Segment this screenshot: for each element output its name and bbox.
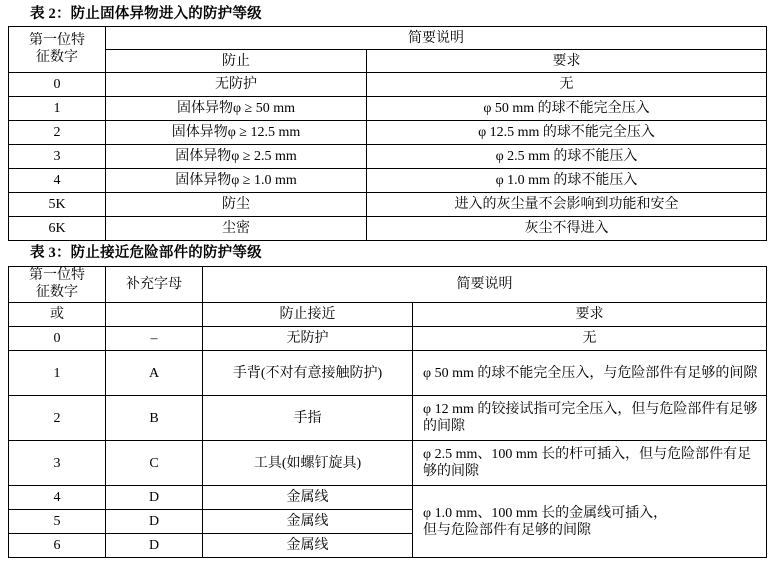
table2-cell-prevent: 固体异物φ ≥ 50 mm — [106, 97, 367, 121]
table2-cell-digit: 6K — [9, 217, 106, 241]
table3-header-prevent: 防止接近 — [203, 303, 413, 327]
table3-header-digit-line1: 第一位特 — [29, 267, 85, 283]
table3-cell-letter: A — [106, 351, 203, 396]
table-row — [9, 266, 767, 303]
table2-cell-prevent: 固体异物φ ≥ 12.5 mm — [106, 121, 367, 145]
table3-header-digit-line2: 征数字 — [36, 284, 78, 300]
table2-cell-digit: 0 — [9, 73, 106, 97]
table3-cell-letter: B — [106, 396, 203, 441]
table3-requirement-line2: 但与危险部件有足够的间隙 — [423, 522, 591, 538]
table3-cell-digit: 3 — [9, 441, 106, 486]
table3-cell-letter: – — [106, 327, 203, 351]
table-row — [9, 217, 767, 241]
table3-cell-prevent: 无防护 — [203, 327, 413, 351]
table3-cell-requirement-merged — [413, 486, 767, 558]
table2-header-group: 简要说明 — [106, 27, 767, 50]
table-row — [9, 441, 767, 486]
table2-cell-requirement: φ 12.5 mm 的球不能完全压入 — [367, 121, 767, 145]
table2-cell-requirement: 无 — [367, 73, 767, 97]
table2-header-digit-line2: 征数字 — [36, 49, 78, 65]
table3-header-digit — [9, 266, 106, 303]
table3-cell-digit: 5 — [9, 510, 106, 534]
table3-header-group: 简要说明 — [203, 266, 767, 303]
table2-cell-prevent: 尘密 — [106, 217, 367, 241]
table2-cell-requirement: 灰尘不得进入 — [367, 217, 767, 241]
table-row — [9, 121, 767, 145]
table2-cell-prevent: 无防护 — [106, 73, 367, 97]
table2-header-digit — [9, 27, 106, 73]
table2-cell-requirement: φ 1.0 mm 的球不能压入 — [367, 169, 767, 193]
table-row — [9, 396, 767, 441]
table3-cell-letter: C — [106, 441, 203, 486]
table3-cell-prevent: 工具(如螺钉旋具) — [203, 441, 413, 486]
table3-cell-digit: 6 — [9, 534, 106, 558]
table3-cell-prevent: 手背(不对有意接触防护) — [203, 351, 413, 396]
table2-cell-digit: 3 — [9, 145, 106, 169]
table3-cell-digit: 2 — [9, 396, 106, 441]
table2-cell-digit: 4 — [9, 169, 106, 193]
table3-caption: 表 3：防止接近危险部件的防护等级 — [30, 245, 262, 262]
table2-cell-digit: 1 — [9, 97, 106, 121]
table3-requirement-line1: φ 1.0 mm、100 mm 长的金属线可插入， — [423, 505, 668, 521]
table-row — [9, 97, 767, 121]
table2-cell-requirement: 进入的灰尘量不会影响到功能和安全 — [367, 193, 767, 217]
table3-cell-digit: 0 — [9, 327, 106, 351]
table3-cell-requirement: φ 50 mm 的球不能完全压入，与危险部件有足够的间隙 — [413, 351, 767, 396]
table-solid-objects — [8, 26, 767, 241]
table2-caption: 表 2：防止固体异物进入的防护等级 — [30, 6, 262, 22]
table3-cell-digit: 4 — [9, 486, 106, 510]
table3-cell-prevent: 金属线 — [203, 486, 413, 510]
table3-cell-requirement: 无 — [413, 327, 767, 351]
table3-header-or: 或 — [9, 303, 106, 327]
table2-cell-digit: 5K — [9, 193, 106, 217]
table2-cell-prevent: 固体异物φ ≥ 1.0 mm — [106, 169, 367, 193]
table-hazardous-parts — [8, 266, 767, 559]
table3-cell-prevent: 金属线 — [203, 510, 413, 534]
table3-cell-letter: D — [106, 510, 203, 534]
table-row — [9, 145, 767, 169]
table3-cell-requirement: φ 12 mm 的铰接试指可完全压入，但与危险部件有足够的间隙 — [413, 396, 767, 441]
table-row — [9, 193, 767, 217]
table2-cell-digit: 2 — [9, 121, 106, 145]
table3-cell-digit: 1 — [9, 351, 106, 396]
table2-cell-requirement: φ 2.5 mm 的球不能压入 — [367, 145, 767, 169]
table-row — [9, 303, 767, 327]
table2-cell-prevent: 固体异物φ ≥ 2.5 mm — [106, 145, 367, 169]
table3-header-requirement: 要求 — [413, 303, 767, 327]
table-row — [9, 327, 767, 351]
table-row — [9, 50, 767, 73]
table3-header-empty — [106, 303, 203, 327]
table2-header-digit-line1: 第一位特 — [29, 33, 85, 49]
table2-header-requirement: 要求 — [367, 50, 767, 73]
table2-header-prevent: 防止 — [106, 50, 367, 73]
table3-cell-letter: D — [106, 486, 203, 510]
table-row — [9, 73, 767, 97]
table-row — [9, 486, 767, 510]
table-row — [9, 27, 767, 50]
table2-cell-prevent: 防尘 — [106, 193, 367, 217]
table3-cell-requirement: φ 2.5 mm、100 mm 长的杆可插入，但与危险部件有足够的间隙 — [413, 441, 767, 486]
table-row — [9, 351, 767, 396]
table3-cell-prevent: 金属线 — [203, 534, 413, 558]
table3-cell-prevent: 手指 — [203, 396, 413, 441]
table3-header-letter: 补充字母 — [106, 266, 203, 303]
table3-cell-letter: D — [106, 534, 203, 558]
table2-cell-requirement: φ 50 mm 的球不能完全压入 — [367, 97, 767, 121]
table-row — [9, 169, 767, 193]
